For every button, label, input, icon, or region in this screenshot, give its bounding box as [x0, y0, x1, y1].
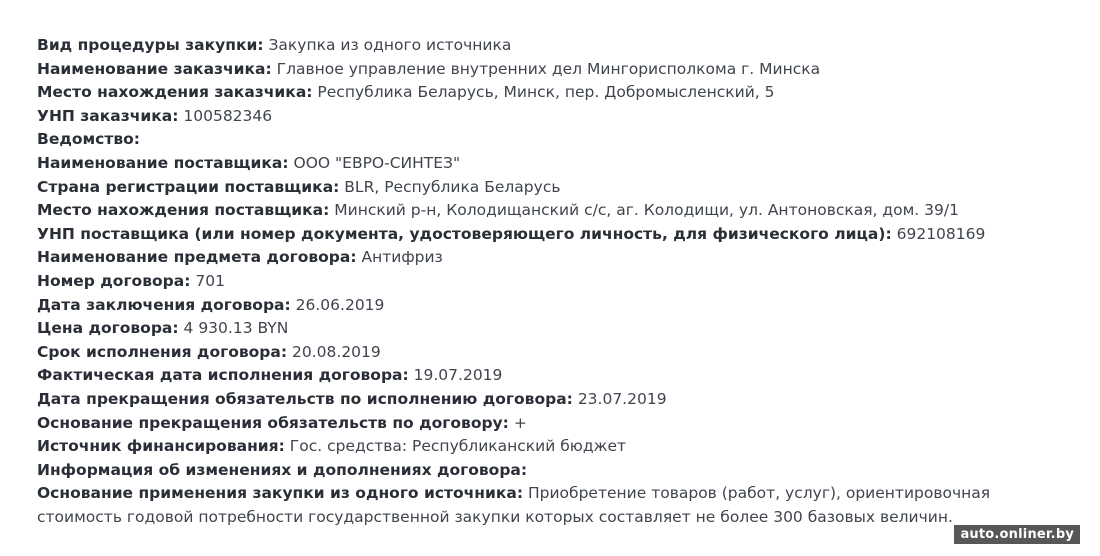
- field-termination-date: [37, 388, 1047, 412]
- field-termination-basis: [37, 412, 1047, 436]
- field-label: Вид процедуры закупки: [37, 36, 258, 54]
- field-separator: :: [280, 342, 288, 361]
- field-contract-changes: [37, 459, 1047, 483]
- field-value: 20.08.2019: [292, 342, 381, 361]
- field-supplier-name: [37, 152, 1047, 176]
- field-value: 692108169: [896, 224, 986, 243]
- field-label: Наименование поставщика: [37, 153, 283, 172]
- field-label: Место нахождения заказчика: [37, 83, 307, 102]
- field-separator: :: [265, 59, 272, 78]
- field-value: Закупка из одного источника: [268, 36, 512, 54]
- field-separator: :: [885, 224, 892, 243]
- field-label: Дата прекращения обязательств по исполнению договора: [37, 389, 567, 408]
- field-value: Главное управление внутренних дел Мингорисполкома г. Минска: [276, 59, 821, 78]
- field-separator: :: [350, 248, 357, 267]
- field-separator: :: [172, 319, 179, 338]
- field-separator: :: [520, 460, 528, 479]
- field-label: Ведомство: [37, 130, 134, 149]
- field-supplier-country: [37, 176, 1047, 200]
- field-label: Номер договора: [37, 271, 185, 290]
- field-label: Информация об изменениях и дополнениях договора: [37, 460, 521, 479]
- field-label: Основание применения закупки из одного источника: [37, 484, 517, 503]
- field-label: Место нахождения поставщика: [37, 201, 324, 220]
- field-label: Срок исполнения договора: [37, 342, 281, 361]
- field-label: Источник финансирования: [37, 437, 279, 456]
- field-label: Наименование заказчика: [37, 59, 266, 78]
- field-department: [37, 128, 1047, 152]
- field-contract-number: [37, 270, 1047, 294]
- procurement-record: [37, 34, 1047, 529]
- field-value: Гос. средства: Республиканский бюджет: [289, 437, 627, 456]
- field-value: 23.07.2019: [577, 389, 667, 408]
- field-actual-completion-date: [37, 364, 1047, 388]
- field-separator: :: [402, 366, 409, 385]
- field-label: Наименование предмета договора: [37, 248, 351, 267]
- field-label: УНП поставщика (или номер документа, удостоверяющего личность, для физического лица): [37, 224, 886, 243]
- field-value: 701: [195, 271, 225, 290]
- field-value: 4 930.13 BYN: [183, 319, 289, 338]
- field-label: Основание прекращения обязательств по договору: [37, 413, 503, 432]
- field-separator: :: [306, 83, 313, 102]
- field-label: Дата заключения договора: [37, 295, 285, 314]
- field-value: Приобретение товаров (работ, услуг), ориентировочная стоимость годовой потребности государственной закупки которых составляет не более 300 базовых величин.: [37, 484, 991, 526]
- field-value: Республика Беларусь, Минск, пер. Добромысленский, 5: [317, 83, 775, 102]
- field-contract-price: [37, 317, 1047, 341]
- field-funding-source: [37, 435, 1047, 459]
- field-supplier-unp: [37, 223, 1047, 247]
- field-single-source-basis: [37, 482, 1047, 529]
- field-value: +: [513, 413, 527, 432]
- field-value: Антифриз: [361, 248, 443, 267]
- field-separator: :: [516, 484, 524, 503]
- field-contract-term: [37, 341, 1047, 365]
- field-value: BLR, Республика Беларусь: [344, 177, 561, 196]
- field-supplier-location: [37, 199, 1047, 223]
- field-customer-name: [37, 58, 1047, 82]
- field-separator: :: [184, 271, 191, 290]
- watermark: auto.onliner.by: [954, 525, 1080, 544]
- field-separator: :: [282, 153, 289, 172]
- field-customer-unp: [37, 105, 1047, 129]
- field-label: УНП заказчика: [37, 106, 173, 125]
- field-customer-location: [37, 81, 1047, 105]
- field-separator: :: [278, 437, 285, 456]
- field-separator: :: [566, 389, 573, 408]
- field-separator: :: [502, 413, 509, 432]
- field-separator: :: [133, 130, 140, 149]
- field-label: Страна регистрации поставщика: [37, 177, 334, 196]
- field-separator: :: [172, 106, 179, 125]
- field-label: Цена договора: [37, 319, 173, 338]
- field-value: Минский р-н, Колодищанский с/с, аг. Колодищи, ул. Антоновская, дом. 39/1: [334, 201, 959, 220]
- field-separator: :: [333, 177, 340, 196]
- field-value: 19.07.2019: [413, 366, 503, 385]
- field-separator: :: [257, 36, 264, 54]
- field-contract-subject: [37, 246, 1047, 270]
- field-value: 100582346: [183, 106, 273, 125]
- field-contract-date: [37, 294, 1047, 318]
- field-separator: :: [323, 201, 330, 220]
- field-label: Фактическая дата исполнения договора: [37, 366, 403, 385]
- field-value: 26.06.2019: [295, 295, 385, 314]
- field-value: ООО "ЕВРО-СИНТЕЗ": [293, 153, 461, 172]
- field-procedure-type: [37, 34, 1047, 58]
- field-separator: :: [284, 295, 291, 314]
